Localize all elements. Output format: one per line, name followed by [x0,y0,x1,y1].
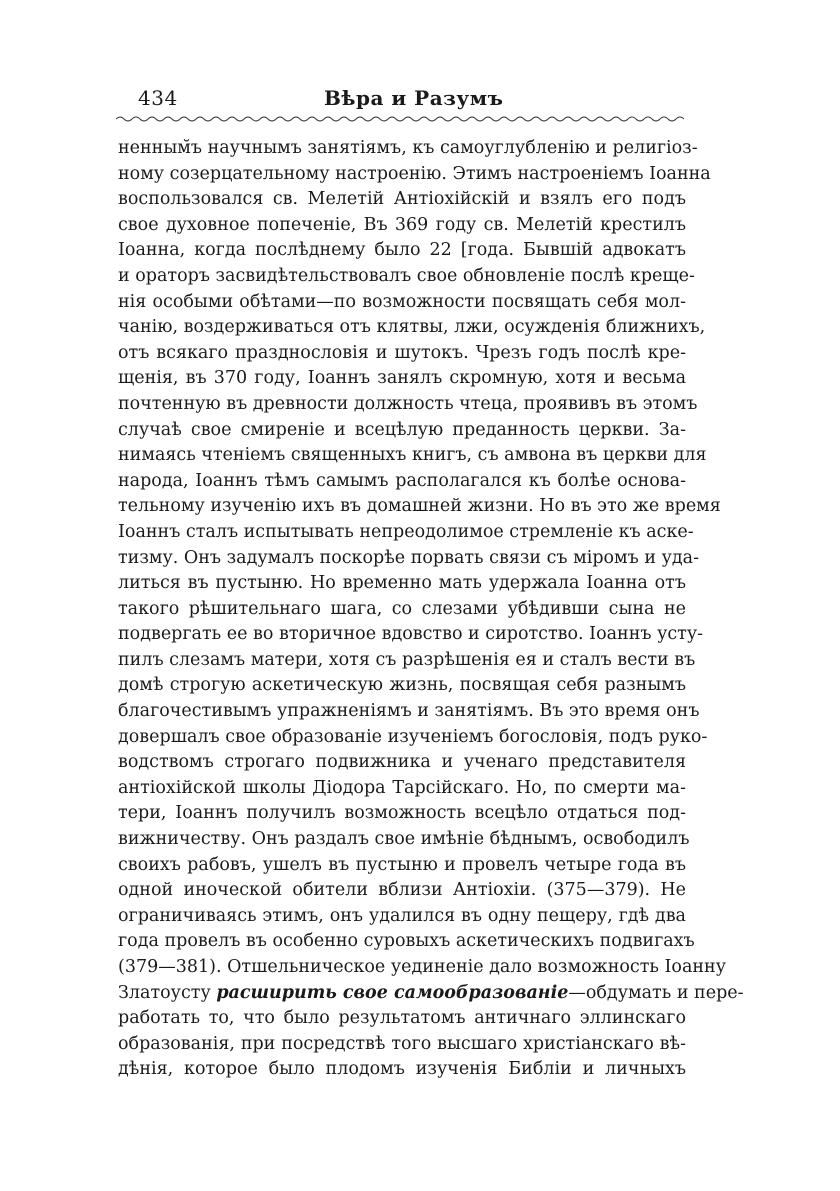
text-line: Іоанна, когда послѣднему было 22 [года. Бывшій адвокатъ [118,240,686,261]
text-line: дѣнія, которое было плодомъ изученія Библіи и личныхъ [118,1059,686,1080]
text-line: благочестивымъ упражненіямъ и занятіямъ. Въ это время онъ [118,701,700,722]
text-line: подвергать ее во вторичное вдовство и сиротство. Іоаннъ усту- [118,624,704,645]
text-line: пилъ слезамъ матери, хотя съ разрѣшенія ея и сталъ вести въ [118,649,696,670]
text-line: щенія, въ 370 году, Іоаннъ занялъ скромную, хотя и весьма [118,368,686,389]
text-line: народа, Іоаннъ тѣмъ самымъ располагался къ болѣе основа- [118,470,686,491]
running-head [118,86,688,114]
text-line: одной иноческой обители вблизи Антіохіи. (375—379). Не [118,880,686,901]
text-line: тизму. Онъ задумалъ поскорѣе порвать связи съ міромъ и уда- [118,547,700,568]
text-line: и ораторъ засвидѣтельствовалъ свое обновленіе послѣ креще- [118,265,695,286]
text-line: домѣ строгую аскетическую жизнь, посвящая себя разнымъ [118,675,686,696]
text-line: чанію, воздерживаться отъ клятвы, лжи, осужденія ближнихъ, [118,317,706,338]
text-line-with-emphasis [118,981,744,1007]
text-line: свое духовное попеченіе, Въ 369 году св. Мелетій крестилъ [118,214,686,235]
running-title: Вѣра и Разумъ [324,86,504,110]
text-line: образованія, при посредствѣ того высшаго христіанскаго вѣ- [118,1033,686,1054]
text-line: нимаясь чтеніемъ священныхъ книгъ, съ амвона въ церкви для [118,445,707,466]
text-line: ненным̆ъ научнымъ занятіямъ, къ самоуглубленію и религіоз- [118,138,698,158]
text-line: ному созерцательному настроенію. Этимъ настроеніемъ Іоанна [118,163,711,184]
text-line: довершалъ свое образованіе изученіемъ богословія, подъ руко- [118,726,708,747]
text-line: года провелъ въ особенно суровыхъ аскетическихъ подвигахъ [118,931,695,952]
text-line: такого рѣшительнаго шага, со слезами убѣдивши сына не [118,598,686,619]
text-line: тери, Іоаннъ получилъ возможность всецѣло отдаться под- [118,803,686,824]
text-line: нія особыми обѣтами—по возможности посвящать себя мол- [118,291,686,312]
emphasized-phrase: расширить свое самообразованіе [216,982,569,1003]
text-line: Іоаннъ сталъ испытывать непреодолимое стремленіе къ аске- [118,521,694,542]
text-line: (379—381). Отшельническое уединеніе дало возможность Іоанну [118,957,727,977]
header-wavy-rule [116,114,688,124]
text-line: почтенную въ древности должность чтеца, проявивъ въ этомъ [118,393,698,414]
page-number: 434 [138,86,178,110]
line-start: Златоусту [118,982,217,1003]
text-line: литься въ пустыню. Но временно мать удержала Іоанна отъ [118,573,686,594]
text-line: ограничиваясь этимъ, онъ удалился въ одну пещеру, гдѣ два [118,905,686,926]
text-line: своихъ рабовъ, ушелъ въ пустыню и провелъ четыре года въ [118,854,686,875]
text-line: вижничеству. Онъ раздалъ свое имѣніе бѣднымъ, освободилъ [118,829,690,850]
text-line: антіохійской школы Діодора Тарсійскаго. Но, по смерти ма- [118,777,686,798]
text-line: воспользовался св. Мелетій Антіохійскій и взялъ его подъ [118,189,686,210]
text-line: отъ всякаго празднословія и шутокъ. Чрезъ годъ послѣ кре- [118,342,686,363]
body-text [118,136,744,1083]
text-line: случаѣ свое смиреніе и всецѣлую преданность церкви. За- [118,419,686,440]
text-line: работать то, что было результатомъ античнаго эллинскаго [118,1008,686,1029]
line-end: —обдумать и пере- [568,982,744,1003]
text-line: тельному изученію ихъ въ домашней жизни. Но въ это же время [118,496,721,517]
text-line: водствомъ строгаго подвижника и ученаго представителя [118,752,686,773]
